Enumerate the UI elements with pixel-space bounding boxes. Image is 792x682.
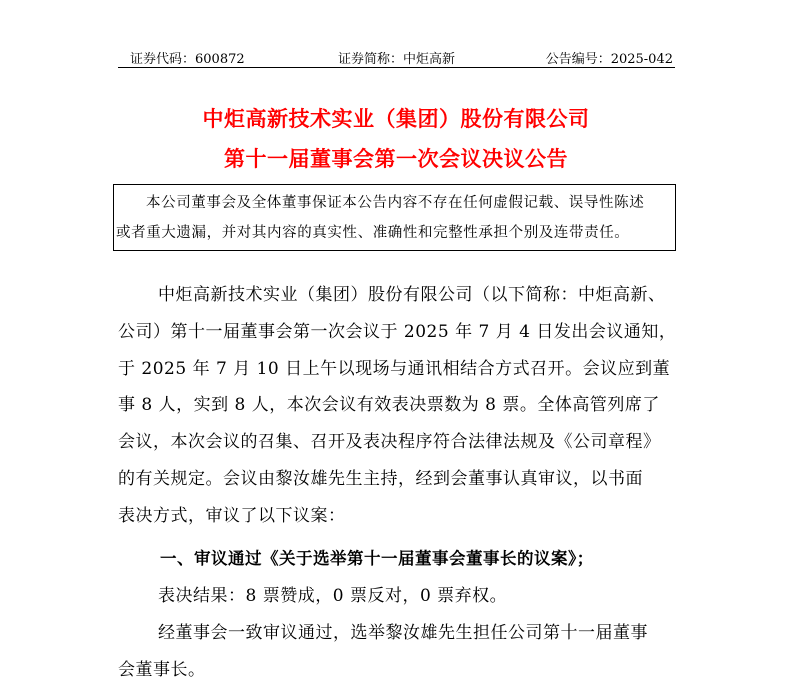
paragraph-line: 会议，本次会议的召集、召开及表决程序符合法律法规及《公司章程》 (118, 432, 661, 452)
disclaimer-box (113, 184, 676, 251)
vote-result: 表决结果：8 票赞成，0 票反对，0 票弃权。 (158, 586, 508, 606)
disclaimer-line-1: 本公司董事会及全体董事保证本公告内容不存在任何虚假记载、误导性陈述 (146, 195, 645, 211)
resolution-line: 会董事长。 (118, 660, 206, 680)
stock-name: 证券简称：中炬高新 (338, 52, 456, 67)
paragraph-line: 的有关规定。会议由黎汝雄先生主持，经到会董事认真审议，以书面 (118, 469, 643, 489)
resolution-line: 经董事会一致审议通过，选举黎汝雄先生担任公司第十一届董事 (158, 623, 648, 643)
paragraph-line: 中炬高新技术实业（集团）股份有限公司（以下简称：中炬高新、 (158, 285, 666, 305)
disclaimer-line-2: 或者重大遗漏，并对其内容的真实性、准确性和完整性承担个别及连带责任。 (116, 225, 630, 241)
announcement-header (118, 48, 675, 68)
stock-code: 证券代码：600872 (130, 52, 245, 67)
announcement-title: 第十一届董事会第一次会议决议公告 (224, 147, 568, 171)
paragraph-line: 表决方式，审议了以下议案： (118, 506, 346, 526)
announcement-number: 公告编号：2025-042 (545, 52, 673, 67)
paragraph-line: 公司）第十一届董事会第一次会议于 2025 年 7 月 4 日发出会议通知， (118, 322, 677, 342)
section-heading: 一、审议通过《关于选举第十一届董事会董事长的议案》； (160, 549, 594, 568)
paragraph-line: 于 2025 年 7 月 10 日上午以现场与通讯相结合方式召开。会议应到董 (118, 359, 671, 379)
company-title: 中炬高新技术实业（集团）股份有限公司 (202, 107, 590, 131)
paragraph-line: 事 8 人，实到 8 人，本次会议有效表决票数为 8 票。全体高管列席了 (118, 395, 660, 415)
